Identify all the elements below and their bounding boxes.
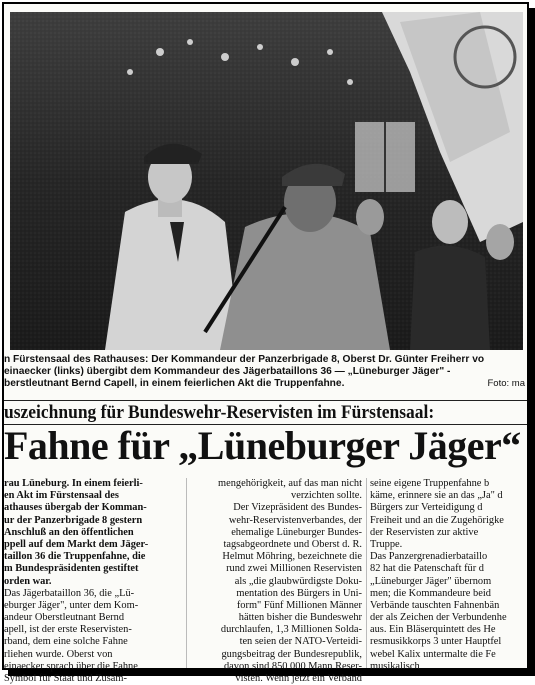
- text-line: davon sind 850 000 Mann Reser-: [223, 660, 362, 672]
- text-line: eburger Jäger", unter dem Kom-: [4, 599, 139, 611]
- text-line: andeur Oberstleutnant Bernd: [4, 612, 125, 624]
- caption-line: n Fürstensaal des Rathauses: Der Kommandeur der Panzerbrigade 8, Oberst Dr. Günter Freiherr vo: [4, 354, 485, 365]
- text-line: resmusikkorps 3 unter Hauptfel: [370, 636, 502, 648]
- text-line: mengehörigkeit, auf das man nicht: [218, 478, 362, 489]
- news-photo: [10, 12, 523, 350]
- text-line: hätten bisher die Bundeswehr: [238, 612, 362, 624]
- text-line: m Bundespräsidenten gestiftet: [4, 563, 139, 575]
- text-line: Anschluß an den öffentlichen: [4, 526, 134, 538]
- text-line: Freiheit und an die Zugehörigke: [370, 514, 504, 526]
- text-line: mentation des Bürgers in Uni-: [236, 587, 362, 599]
- text-line: Truppe.: [370, 538, 403, 550]
- text-line: der als Zeichen der Verbundenhe: [370, 612, 507, 624]
- text-line: Das Jägerbataillon 36, die „Lü-: [4, 587, 135, 599]
- text-line: käme, erinnere sie an das „Ja" d: [370, 490, 503, 502]
- text-line: ten seien der NATO-Verteidi-: [239, 636, 362, 648]
- photo-credit: Foto: ma: [487, 378, 525, 389]
- text-line: rund zwei Millionen Reservisten: [226, 563, 362, 575]
- caption-line: berstleutnant Bernd Capell, in einem feierlichen Akt die Truppenfahne.: [4, 378, 345, 389]
- text-line: aus. Ein Bläserquintett des He: [370, 624, 496, 636]
- photo-caption: [4, 354, 527, 390]
- text-line: visten. Wenn jetzt ein Verband: [235, 673, 362, 684]
- text-line: ur der Panzerbrigade 8 gestern: [4, 514, 143, 526]
- text-line: orden war.: [4, 575, 52, 587]
- text-line: Verbände tauschten Fahnenbän: [370, 599, 500, 611]
- text-line: Helmut Möhring, bezeichnete die: [222, 551, 362, 563]
- text-line: en Akt im Fürstensaal des: [4, 490, 119, 502]
- text-line: taillon 36 die Truppenfahne, die: [4, 551, 146, 563]
- text-line: rliehen wurde. Oberst von: [4, 648, 113, 660]
- article-kicker: uszeichnung für Bundeswehr-Reservisten im Fürstensaal:: [4, 402, 435, 423]
- text-line: verzichten sollte.: [291, 490, 362, 502]
- text-line: Symbol für Staat und Zusam-: [4, 673, 127, 684]
- article-column-1: [4, 478, 182, 684]
- flag-ceremony-photo: [10, 12, 523, 350]
- text-line: rband, dem eine solche Fahne: [4, 636, 128, 648]
- text-line: der Reservisten zur aktive: [370, 526, 479, 538]
- text-line: webel Kalix untermalte die Fe: [370, 648, 496, 660]
- text-line: seine eigene Truppenfahne b: [370, 478, 490, 489]
- column-divider: [186, 478, 187, 668]
- text-line: gungsbeitrag der Bundesrepublik,: [221, 648, 362, 660]
- text-line: ppell auf dem Markt dem Jäger-: [4, 538, 149, 550]
- text-line: ehemalige Lüneburger Bundes-: [231, 526, 362, 538]
- text-line: Bürgers zur Verteidigung d: [370, 502, 483, 514]
- text-line: musikalisch: [370, 660, 420, 672]
- text-line: einaecker sprach über die Fahne: [4, 660, 138, 672]
- text-line: wehr-Reservistenverbandes, der: [228, 514, 362, 526]
- article-headline: Fahne für „Lüneburger Jäger“: [4, 423, 521, 468]
- newspaper-clipping: [2, 2, 529, 684]
- caption-line: einaecker (links) übergibt dem Kommandeur des Jägerbataillons 36 — „Lüneburger Jäger" -: [4, 366, 451, 377]
- text-line: „Lüneburger Jäger" übernom: [370, 575, 492, 587]
- divider: [4, 400, 527, 401]
- text-line: form" Fünf Millionen Männer: [236, 599, 362, 611]
- text-line: apell, ist der erste Reservisten-: [4, 624, 132, 636]
- column-divider: [366, 478, 367, 668]
- text-line: durchlaufen, 1,3 Millionen Solda-: [220, 624, 362, 636]
- text-line: Der Vizepräsident des Bundes-: [233, 502, 362, 514]
- article-column-2: [190, 478, 362, 684]
- text-line: als „die glaubwürdigste Doku-: [234, 575, 362, 587]
- text-line: tagsabgeordnete und Oberst d. R.: [223, 538, 362, 550]
- text-line: men; die Kommandeure beid: [370, 587, 491, 599]
- text-line: athauses übergab der Komman-: [4, 502, 147, 514]
- text-line: rau Lüneburg. In einem feierli-: [4, 478, 143, 489]
- text-line: Das Panzergrenadierbataillo: [370, 551, 488, 563]
- text-line: 82 hat die Patenschaft für d: [370, 563, 484, 575]
- article-column-3: [370, 478, 527, 672]
